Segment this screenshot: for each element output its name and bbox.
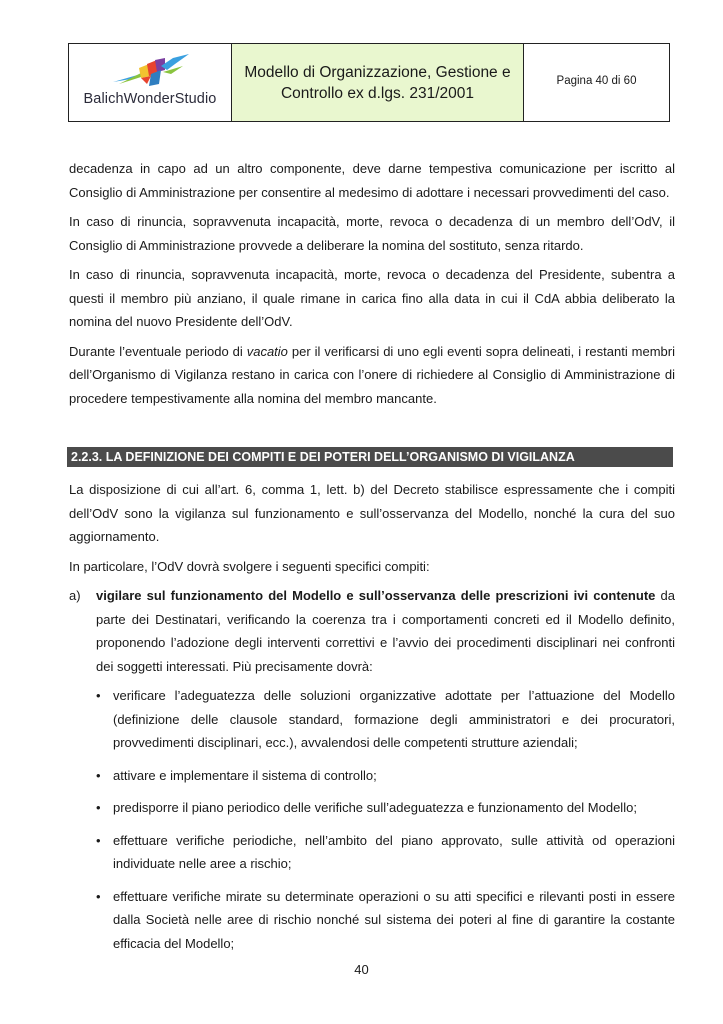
list-item-a-rest: da parte dei Destinatari, verificando la coerenza tra i comportamenti concreti ed il Modello definito, proponendo l’adozione degli interventi correttivi e l’avvio dei procedimenti disciplinari nei confronti dei soggetti interessati. Più precisamente dovrà: (96, 588, 675, 674)
paragraph-rinuncia-membro: In caso di rinuncia, sopravvenuta incapacità, morte, revoca o decadenza di un membro dell’OdV, il Consiglio di Amministrazione provvede a deliberare la nomina del sostituto, senza ritardo. (69, 214, 675, 253)
vacatio-text-after: per il verificarsi di uno egli eventi sopra delineati, i restanti membri dell’Organismo di Vigilanza restano in carica con l’onere di richiedere al Consiglio di Amministrazione di procedere tempestivamente alla nomina del membro mancante. (69, 343, 675, 406)
document-title (232, 44, 524, 121)
logo-text: BalichWonderStudio (83, 91, 217, 107)
section-heading: 2.2.3. LA DEFINIZIONE DEI COMPITI E DEI POTERI DELL’ORGANISMO DI VIGILANZA (67, 447, 673, 467)
body-text-section (69, 478, 675, 964)
company-logo-icon (111, 54, 191, 90)
list-item-a-bold: vigilare sul funzionamento del Modello e sull’osservanza delle prescrizioni ivi contenute (96, 588, 656, 603)
document-title-line2: Controllo ex d.lgs. 231/2001 (280, 84, 475, 102)
bullet-icon: • (96, 688, 101, 703)
paragraph-in-particolare: In particolare, l’OdV dovrà svolgere i seguenti specifici compiti: (69, 558, 430, 574)
body-text-top (69, 157, 675, 416)
footer-page-number: 40 (354, 962, 369, 977)
paragraph-decadenza: decadenza in capo ad un altro componente, deve darne tempestiva comunicazione per iscritto al Consiglio di Amministrazione per consentire al medesimo di adottare i necessari provvedimenti del caso. (69, 161, 675, 200)
logo-cell (69, 44, 232, 121)
document-title-line1: Modello di Organizzazione, Gestione e (244, 63, 511, 81)
page-indicator-cell (524, 44, 669, 121)
list-item-a (69, 584, 675, 964)
paragraph-disposizione: La disposizione di cui all’art. 6, comma 1, lett. b) del Decreto stabilisce espressamente che i compiti dell’OdV sono la vigilanza sul funzionamento e sull’osservanza del Modello, nonché la cura del suo aggiornamento. (69, 482, 675, 544)
bullet-text: attivare e implementare il sistema di controllo; (113, 767, 377, 783)
bullet-icon: • (96, 832, 101, 848)
bullet-icon: • (96, 767, 101, 783)
bullet-icon: • (96, 888, 101, 904)
bullet-text: predisporre il piano periodico delle verifiche sull’adeguatezza e funzionamento del Modello; (113, 800, 637, 815)
bullet-text: verificare l’adeguatezza delle soluzioni organizzative adottate per l’attuazione del Modello (definizione delle clausole standard, formazione degli amministratori e dei procuratori, provvedimenti disciplinari, ecc.), avvalendosi delle competenti strutture aziendali; (113, 688, 675, 750)
bullet-item (96, 764, 675, 788)
bullet-item (96, 796, 675, 820)
bullet-item (96, 829, 675, 876)
bullet-text: effettuare verifiche mirate su determinate operazioni o su atti specifici e rilevanti posti in essere dalla Società nelle aree di rischio nonché sul sistema dei poteri al fine di garantire la costante efficacia del Modello; (113, 888, 675, 951)
bullet-text: effettuare verifiche periodiche, nell’ambito del piano approvato, sulle attività od operazioni individuate nelle aree a rischio; (113, 832, 675, 871)
bullet-item (96, 684, 675, 755)
vacatio-emphasis: vacatio (246, 343, 288, 359)
document-header (68, 43, 670, 122)
list-item-a-body (96, 584, 675, 964)
list-item-a-text (96, 584, 675, 678)
bullet-item (96, 885, 675, 956)
paragraph-rinuncia-presidente: In caso di rinuncia, sopravvenuta incapacità, morte, revoca o decadenza del Presidente, subentra a questi il membro più anziano, il quale rimane in carica fino alla data in cui il CdA abbia deliberato la nomina del nuovo Presidente dell’OdV. (69, 267, 675, 329)
bullet-icon: • (96, 800, 101, 815)
vacatio-text-before: Durante l’eventuale periodo di (69, 343, 247, 359)
list-marker-a: a) (69, 588, 81, 603)
bullet-list (96, 684, 675, 955)
page-indicator: Pagina 40 di 60 (556, 75, 637, 87)
paragraph-vacatio (69, 340, 675, 411)
